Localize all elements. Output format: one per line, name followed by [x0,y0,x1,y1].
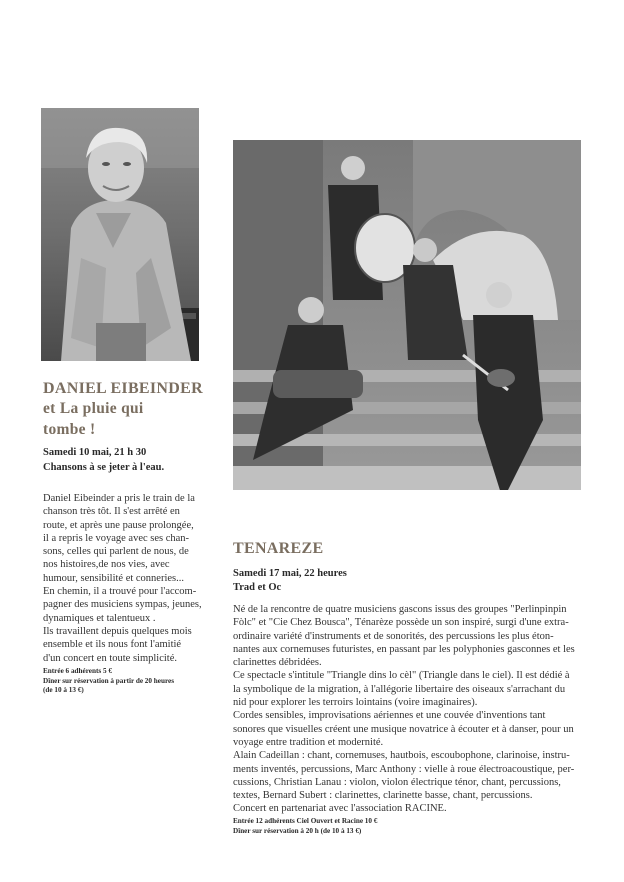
description-line: ordinaire variété d'instruments et de sonorités, des percussions les plus éton- [233,630,554,642]
tenareze-date: Samedi 17 mai, 22 heures [233,568,347,579]
description-line: la symbolique de la migration, à l'allégorie libertaire des oiseaux s'arrachant du [233,683,566,695]
description-line: En chemin, il a trouvé pour l'accom- [43,586,197,598]
daniel-subtitle: et La pluie qui tombe ! [43,400,144,438]
description-line: Daniel Eibeinder a pris le train de la [43,493,195,504]
daniel-price: Entrée 6 adhérents 5 € [43,667,112,675]
description-line: nid pour explorer les terroirs lointains (voire imaginaires). [233,697,478,709]
description-line: Ils travaillent depuis quelques mois [43,625,192,637]
daniel-genre: Chansons à se jeter à l'eau. [43,462,165,473]
description-line: Fòlc" et "Cie Chez Bousca", Ténarèze possède un son inspiré, surgi d'une extra- [233,617,569,629]
description-line: il a repris le voyage avec ses chan- [43,532,190,544]
tenareze-heading: TENAREZE [233,540,324,557]
description-line: Né de la rencontre de quatre musiciens gascons issus des groupes "Perlinpinpin [233,604,567,615]
description-line: ensemble et ils nous font l'amitié [43,639,182,651]
description-line: d'un concert en toute simplicité. [43,652,177,664]
tenareze-photo [233,140,581,490]
daniel-dinner-price: (de 10 à 13 €) [43,686,84,694]
daniel-date: Samedi 10 mai, 21 h 30 [43,447,147,458]
description-line: textes, Bernard Subert : clarinettes, clarinette basse, chant, percussions. [233,790,533,802]
description-line: sons, celles qui parlent de nous, de [43,546,189,558]
description-line: Concert en partenariat avec l'association RACINE. [233,803,447,815]
description-line: clarinettes débridées. [233,657,322,669]
description-line: Cordes sensibles, improvisations aériennes et une couvée d'inventions tant [233,710,546,722]
description-line: ments inventés, percussions, Marc Anthony : vielle à roue électroacoustique, per- [233,763,575,775]
daniel-practical-info [43,667,174,696]
daniel-dinner: Dîner sur réservation à partir de 20 heures [43,676,175,685]
description-line: cussions, Christian Lanau : violon, violon électrique ténor, chant, percussions, [233,776,561,788]
description-line: Ce spectacle s'intitule "Triangle dins lo cèl" (Triangle dans le ciel). Il est dédié à [233,670,570,682]
description-line: route, et après une pause prolongée, [43,519,194,531]
description-line: pagner des musiciens sympas, jeunes, [43,599,202,611]
tenareze-price: Entrée 12 adhérents Ciel Ouvert et Racine 10 € [233,817,378,825]
description-line: nantes aux cornemuses futuristes, en passant par les polyphonies gasconnes et les [233,643,575,655]
daniel-heading: DANIEL EIBEINDER [43,380,203,397]
tenareze-practical-info [233,817,377,836]
description-line: nos histoires,de nos vies, avec [43,559,170,571]
daniel-description [43,492,211,665]
daniel-photo [41,108,199,361]
description-line: chanson très tôt. Il s'est arrêté en [43,506,180,518]
tenareze-genre: Trad et Oc [233,582,282,593]
description-line: dynamiques et talentueux . [43,612,156,624]
description-line: sonores que visuelles créent une musique novatrice à écouter et à danser, pour un [233,723,574,735]
tenareze-dinner: Dîner sur réservation à 20 h (de 10 à 13 €) [233,826,362,835]
description-line: Alain Cadeillan : chant, cornemuses, hautbois, escoubophone, clarinoise, instru- [233,750,570,762]
description-line: voyage entre tradition et modernité. [233,736,384,748]
tenareze-description [233,603,583,816]
description-line: humour, sensibilité et conneries... [43,572,185,584]
